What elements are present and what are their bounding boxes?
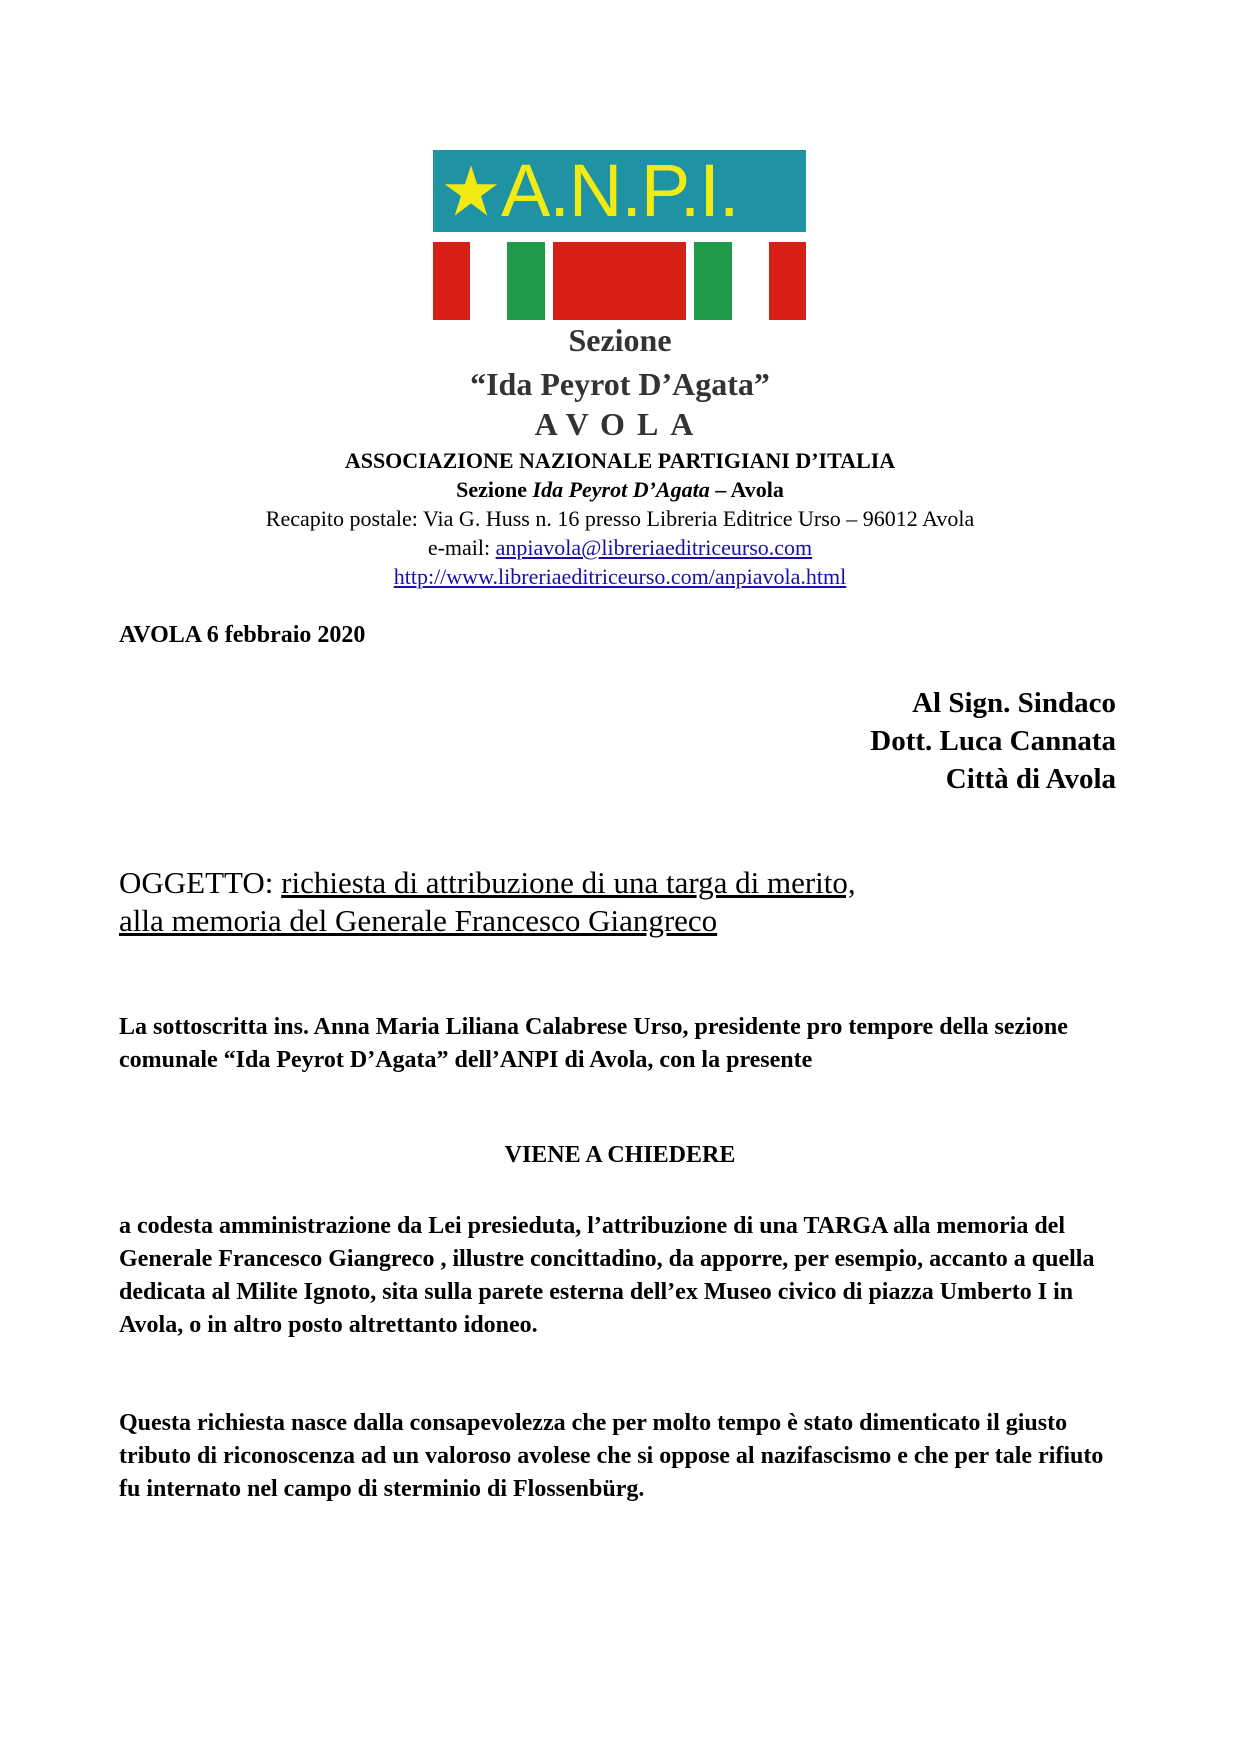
star-icon bbox=[443, 163, 499, 219]
logo-flag-stripes bbox=[433, 242, 806, 320]
request-paragraph: a codesta amministrazione da Lei presieduta, l’attribuzione di una TARGA alla memoria del Generale Francesco Giangreco , illustre concittadino, da apporre, per esempio, accanto a quella dedicata al Milite Ignoto, sita sulla parete esterna dell’ex Museo civico di piazza Umberto I in Avola, o in altro posto altrettanto idoneo. bbox=[119, 1213, 1095, 1338]
request-heading: VIENE A CHIEDERE bbox=[504, 1142, 736, 1168]
subject-line-1: richiesta di attribuzione di una targa di merito, bbox=[281, 865, 856, 900]
postal-address: Recapito postale: Via G. Huss n. 16 presso Libreria Editrice Urso – 96012 Avola bbox=[265, 506, 975, 531]
email-line: e-mail: anpiavola@libreriaeditriceurso.com bbox=[427, 535, 813, 560]
email-link[interactable]: anpiavola@libreriaeditriceurso.com bbox=[495, 535, 813, 560]
logo-section-name: “Ida Peyrot D’Agata” bbox=[470, 366, 770, 402]
subject-line-2: alla memoria del Generale Francesco Giangreco bbox=[119, 903, 718, 938]
association-name: ASSOCIAZIONE NAZIONALE PARTIGIANI D’ITALIA bbox=[344, 448, 896, 473]
subject bbox=[119, 864, 1119, 940]
recipient-title: Al Sign. Sindaco bbox=[912, 687, 1116, 719]
intro-paragraph: La sottoscritta ins. Anna Maria Liliana Calabrese Urso, presidente pro tempore della sezione comunale “Ida Peyrot D’Agata” dell’ANPI di Avola, con la presente bbox=[119, 1014, 1068, 1073]
recipient-city: Città di Avola bbox=[945, 763, 1116, 795]
reason-paragraph: Questa richiesta nasce dalla consapevolezza che per molto tempo è stato dimenticato il giusto tributo di riconoscenza ad un valoroso avolese che si oppose al nazifascismo e che per tale rifiuto fu internato nel campo di sterminio di Flossenbürg. bbox=[119, 1410, 1104, 1502]
logo-city: AVOLA bbox=[534, 406, 706, 442]
letter-date: AVOLA 6 febbraio 2020 bbox=[119, 622, 366, 648]
logo-text: A.N.P.I. bbox=[501, 150, 739, 232]
website-line bbox=[0, 563, 1240, 591]
website-link[interactable]: http://www.libreriaeditriceurso.com/anpiavola.html bbox=[393, 564, 847, 589]
subject-label: OGGETTO: bbox=[119, 865, 274, 900]
section-line: Sezione Ida Peyrot D’Agata – Avola bbox=[456, 477, 784, 502]
anpi-logo bbox=[433, 150, 806, 320]
recipient-name: Dott. Luca Cannata bbox=[870, 725, 1116, 757]
logo-banner bbox=[433, 150, 806, 232]
logo-sezione: Sezione bbox=[568, 322, 672, 358]
